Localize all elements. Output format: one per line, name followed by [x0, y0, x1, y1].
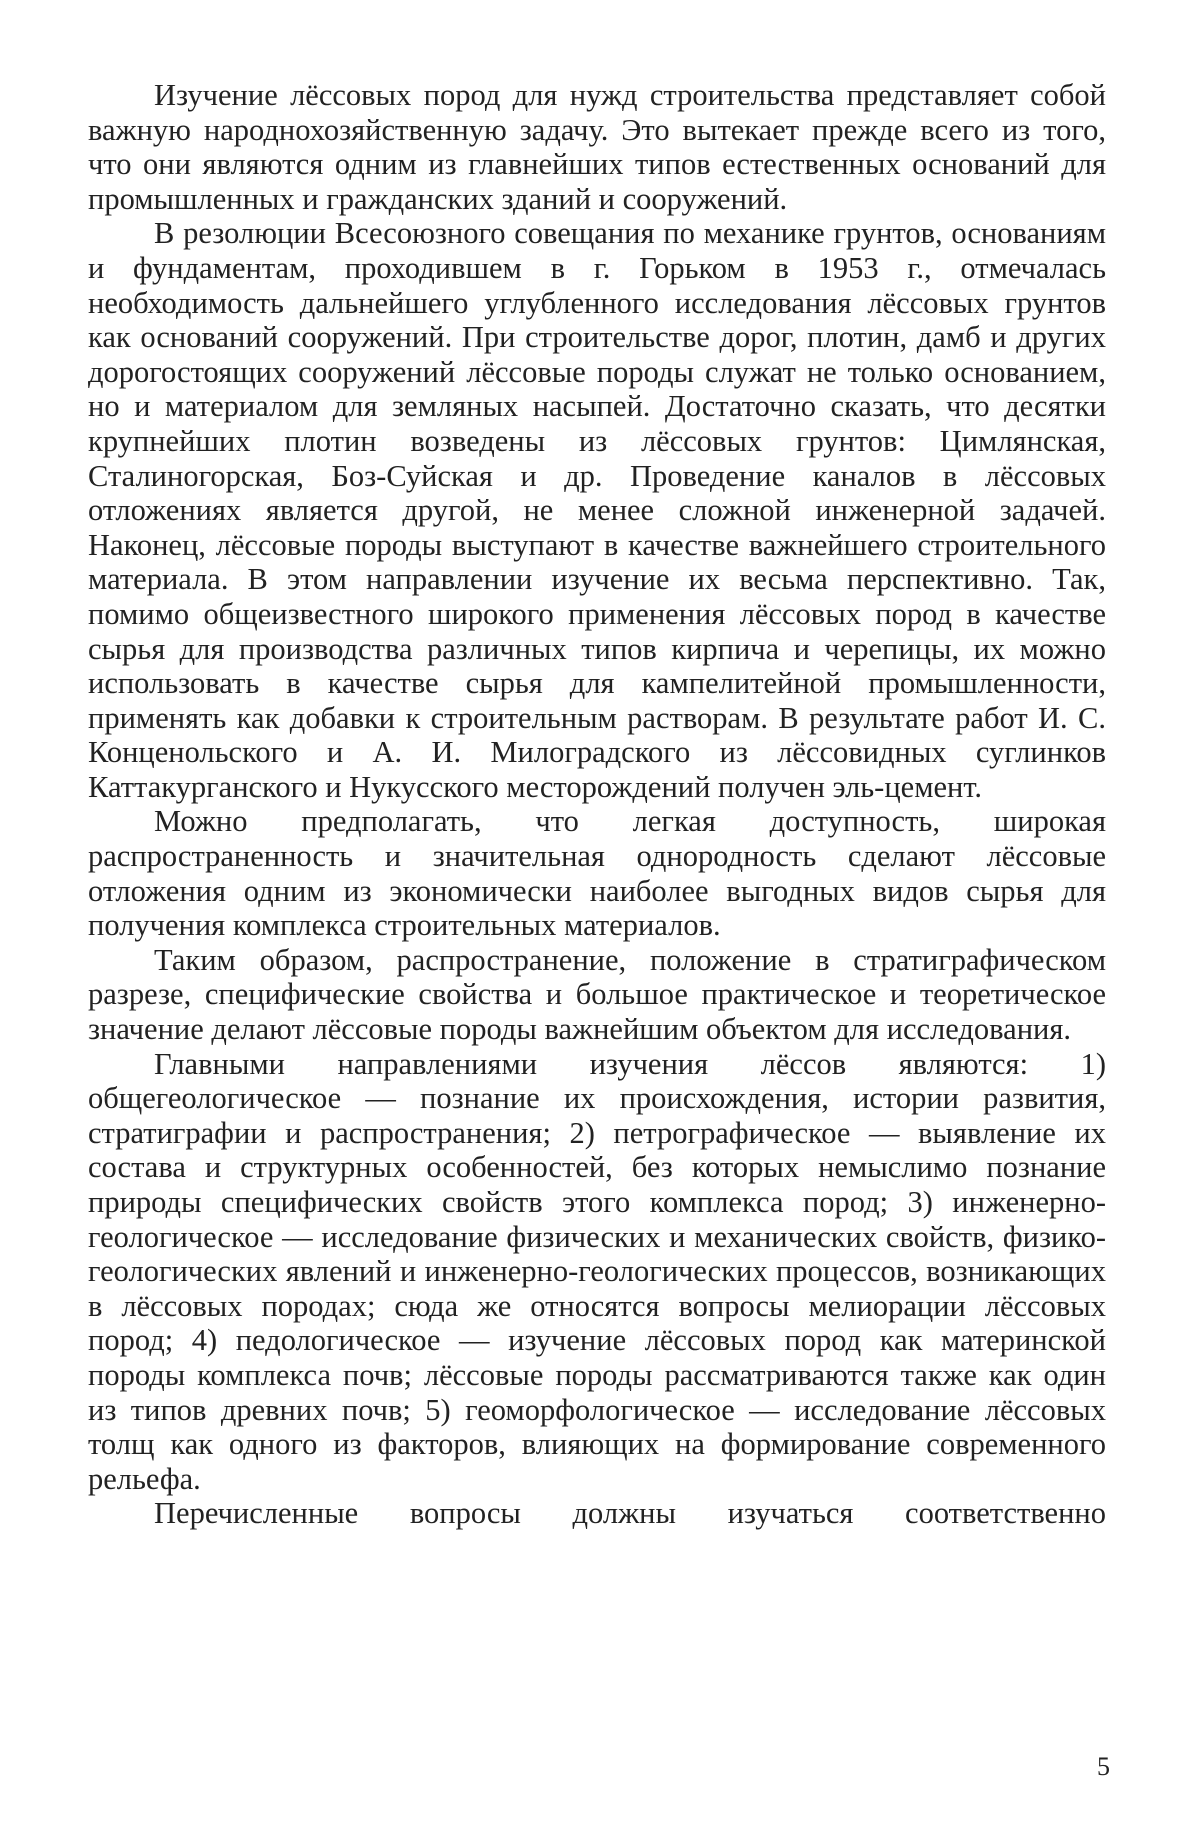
- paragraph-research-directions: Главными направлениями изучения лёссов являются: 1) общегеологическое — познание их происхождения, истории развития, стратиграфии и распространения; 2) петрографическое — выявление их состава и структурных особенностей, без которых немыслимо познание природы специфических свойств этого комплекса пород; 3) инженерно-геологическое — исследование физических и механических свойств, физико-геологических явлений и инженерно-геологических процессов, возникающих в лёссовых породах; сюда же относятся вопросы мелиорации лёссовых пород; 4) педологическое — изучение лёссовых пород как материнской породы комплекса почв; лёссовые породы рассматриваются также как один из типов древних почв; 5) геоморфологическое — исследование лёссовых толщ как одного из факторов, влияющих на формирование современного рельефа.: [88, 1046, 1106, 1496]
- paragraph-raw-material: Можно предполагать, что легкая доступность, широкая распространенность и значительная однородность сделают лёссовые отложения одним из экономически наиболее выгодных видов сырья для получения комплекса строительных материалов.: [88, 804, 1106, 943]
- paragraph-conclusion: Таким образом, распространение, положение в стратиграфическом разрезе, специфические свойства и большое практическое и теоретическое значение делают лёссовые породы важнейшим объектом для исследования.: [88, 942, 1106, 1047]
- paragraph-importance: Изучение лёссовых пород для нужд строительства представляет собой важную народнохозяйственную задачу. Это вытекает прежде всего из того, что они являются одним из главнейших типов естественных оснований для промышленных и гражданских зданий и сооружений.: [88, 78, 1106, 216]
- page-body: [88, 78, 1106, 1531]
- paragraph-resolution: В резолюции Всесоюзного совещания по механике грунтов, основаниям и фундаментам, проходившем в г. Горьком в 1953 г., отмечалась необходимость дальнейшего углубленного исследования лёссовых грунтов как оснований сооружений. При строительстве дорог, плотин, дамб и других дорогостоящих сооружений лёссовые породы служат не только основанием, но и материалом для земляных насыпей. Достаточно сказать, что десятки крупнейших плотин возведены из лёссовых грунтов: Цимлянская, Сталиногорская, Боз-Суйская и др. Проведение каналов в лёссовых отложениях является другой, не менее сложной инженерной задачей. Наконец, лёссовые породы выступают в качестве важнейшего строительного материала. В этом направлении изучение их весьма перспективно. Так, помимо общеизвестного широкого применения лёссовых пород в качестве сырья для производства различных типов кирпича и черепицы, их можно использовать в качестве сырья для кампелитейной промышленности, применять как добавки к строительным растворам. В результате работ И. С. Конценольского и А. И. Милоградского из лёссовидных суглинков Каттакурганского и Нукусского месторождений получен эль-цемент.: [88, 216, 1106, 804]
- paragraph-continuation: Перечисленные вопросы должны изучаться соответственно: [154, 1496, 1106, 1531]
- page-number: 5: [1097, 1752, 1110, 1781]
